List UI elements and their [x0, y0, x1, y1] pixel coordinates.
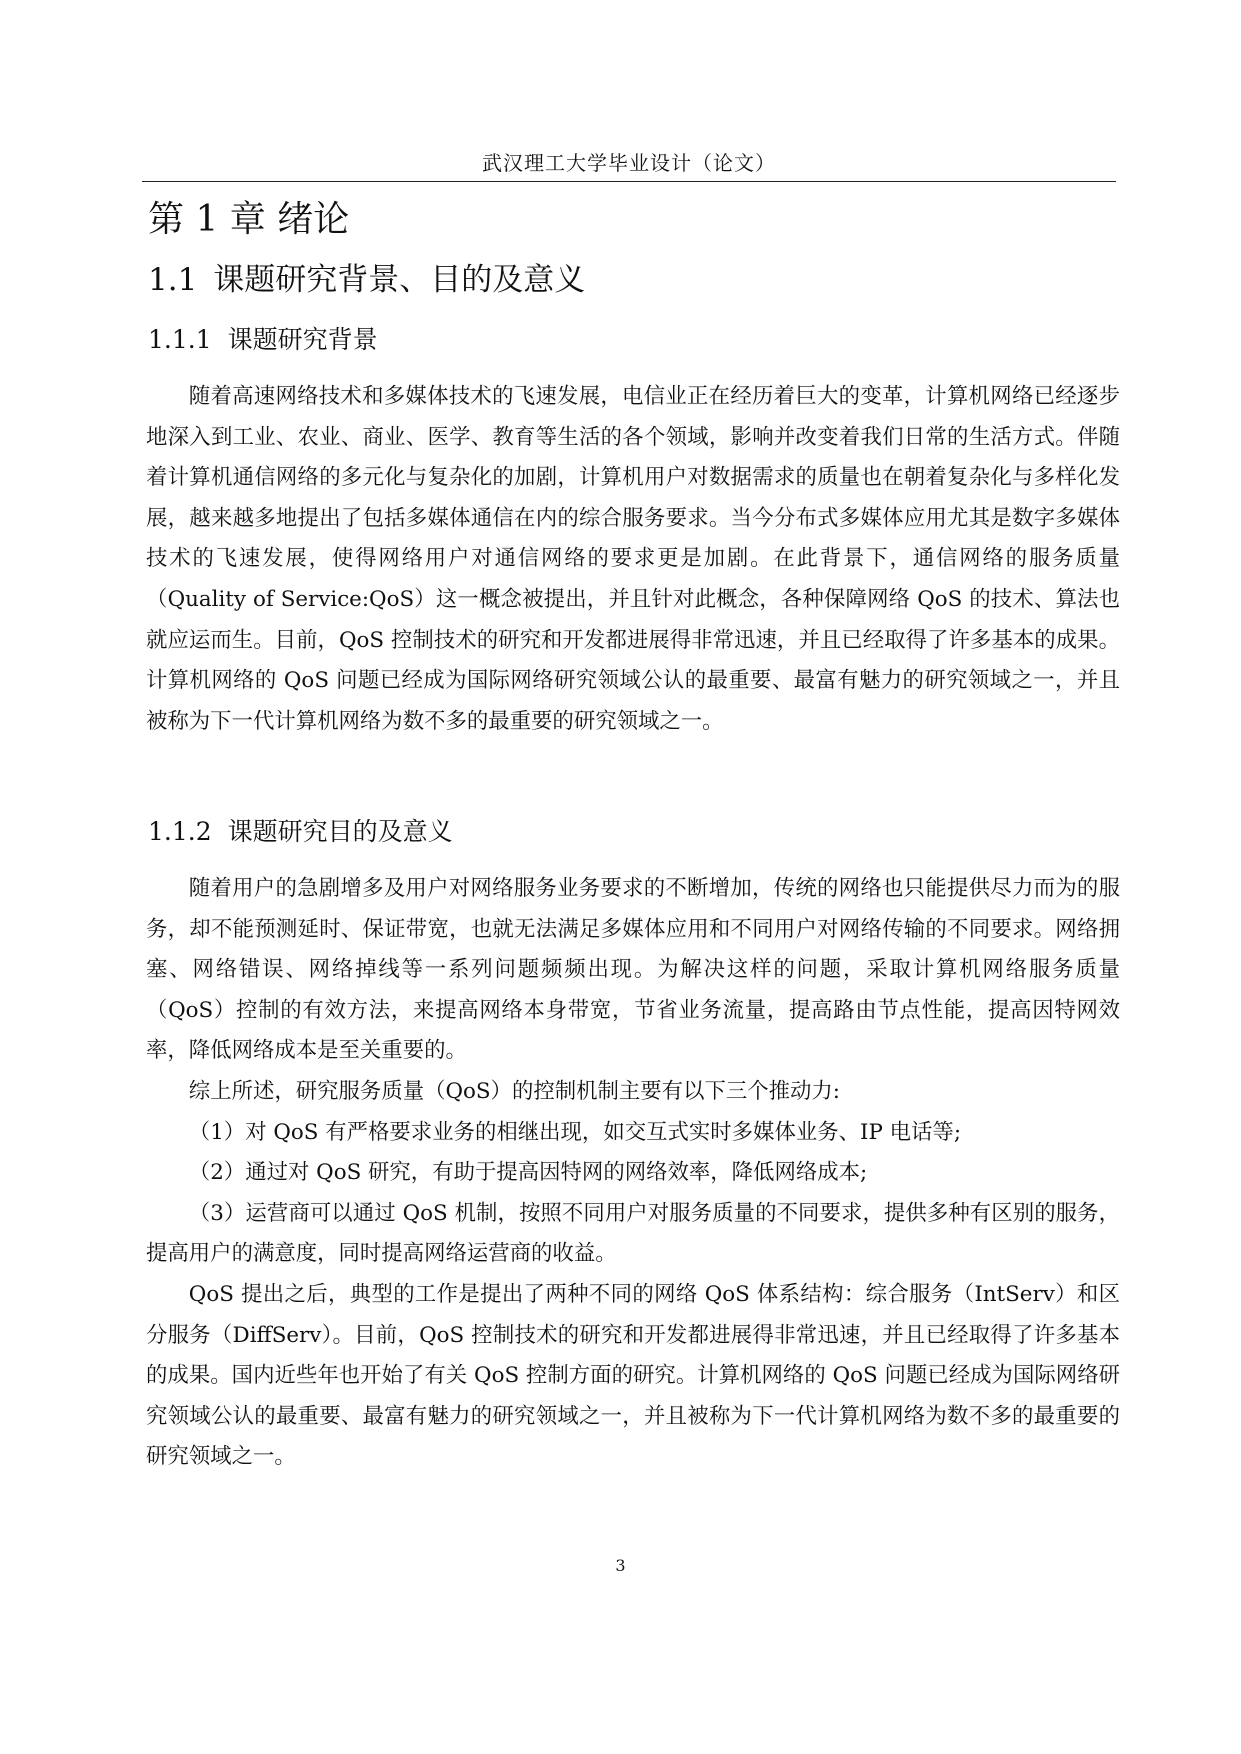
- background-body: [146, 377, 1120, 742]
- list-item: （1）对 QoS 有严格要求业务的相继出现，如交互式实时多媒体业务、IP 电话等;: [188, 1119, 962, 1145]
- body-paragraph: 综上所述，研究服务质量（QoS）的控制机制主要有以下三个推动力:: [188, 1078, 841, 1104]
- section-title-text: 课题研究背景、目的及意义: [213, 262, 586, 298]
- section-number: 1.1: [148, 262, 198, 298]
- body-paragraph: 随着高速网络技术和多媒体技术的飞速发展，电信业正在经历着巨大的变革，计算机网络已经逐步地深入到工业、农业、商业、医学、教育等生活的各个领域，影响并改变着我们日常的生活方式。伴随着计算机通信网络的多元化与复杂化的加剧，计算机用户对数据需求的质量也在朝着复杂化与多样化发展，越来越多地提出了包括多媒体通信在内的综合服务要求。当今分布式多媒体应用尤其是数字多媒体技术的飞速发展，使得网络用户对通信网络的要求更是加剧。在此背景下，通信网络的服务质量（Quality of Service:QoS）这一概念被提出，并且针对此概念，各种保障网络 QoS 的技术、算法也就应运而生。目前，QoS 控制技术的研究和开发都进展得非常迅速，并且已经取得了许多基本的成果。计算机网络的 QoS 问题已经成为国际网络研究领域公认的最重要、最富有魅力的研究领域之一，并且被称为下一代计算机网络为数不多的最重要的研究领域之一。: [146, 384, 1120, 734]
- subsection-heading-background: [148, 320, 378, 360]
- running-header: 武汉理工大学毕业设计（论文）: [482, 151, 776, 175]
- purpose-body: [146, 869, 1120, 1478]
- section-heading: [148, 257, 585, 303]
- body-paragraph: QoS 提出之后，典型的工作是提出了两种不同的网络 QoS 体系结构：综合服务（IntServ）和区分服务（DiffServ）。目前，QoS 控制技术的研究和开发都进展得非常迅速，并且已经取得了许多基本的成果。国内近些年也开始了有关 QoS 控制方面的研究。计算机网络的 QoS 问题已经成为国际网络研究领域公认的最重要、最富有魅力的研究领域之一，并且被称为下一代计算机网络为数不多的最重要的研究领域之一。: [146, 1281, 1120, 1470]
- header-rule: [142, 181, 1116, 182]
- body-paragraph: 随着用户的急剧增多及用户对网络服务业务要求的不断增加，传统的网络也只能提供尽力而为的服务，却不能预测延时、保证带宽，也就无法满足多媒体应用和不同用户对网络传输的不同要求。网络拥塞、网络错误、网络掉线等一系列问题频频出现。为解决这样的问题，采取计算机网络服务质量（QoS）控制的有效方法，来提高网络本身带宽，节省业务流量，提高路由节点性能，提高因特网效率，降低网络成本是至关重要的。: [146, 876, 1120, 1064]
- subsection-title-text: 课题研究背景: [227, 325, 378, 354]
- subsection-title-text: 课题研究目的及意义: [227, 817, 453, 846]
- subsection-heading-purpose: [148, 812, 453, 852]
- chapter-title: 第 1 章 绪论: [148, 199, 350, 240]
- page-number: 3: [615, 1556, 626, 1575]
- subsection-number: 1.1.2: [148, 817, 212, 846]
- list-item: （2）通过对 QoS 研究，有助于提高因特网的网络效率，降低网络成本;: [188, 1160, 868, 1186]
- list-item: （3）运营商可以通过 QoS 机制，按照不同用户对服务质量的不同要求，提供多种有区别的服务，提高用户的满意度，同时提高网络运营商的收益。: [146, 1200, 1120, 1267]
- subsection-number: 1.1.1: [148, 325, 212, 354]
